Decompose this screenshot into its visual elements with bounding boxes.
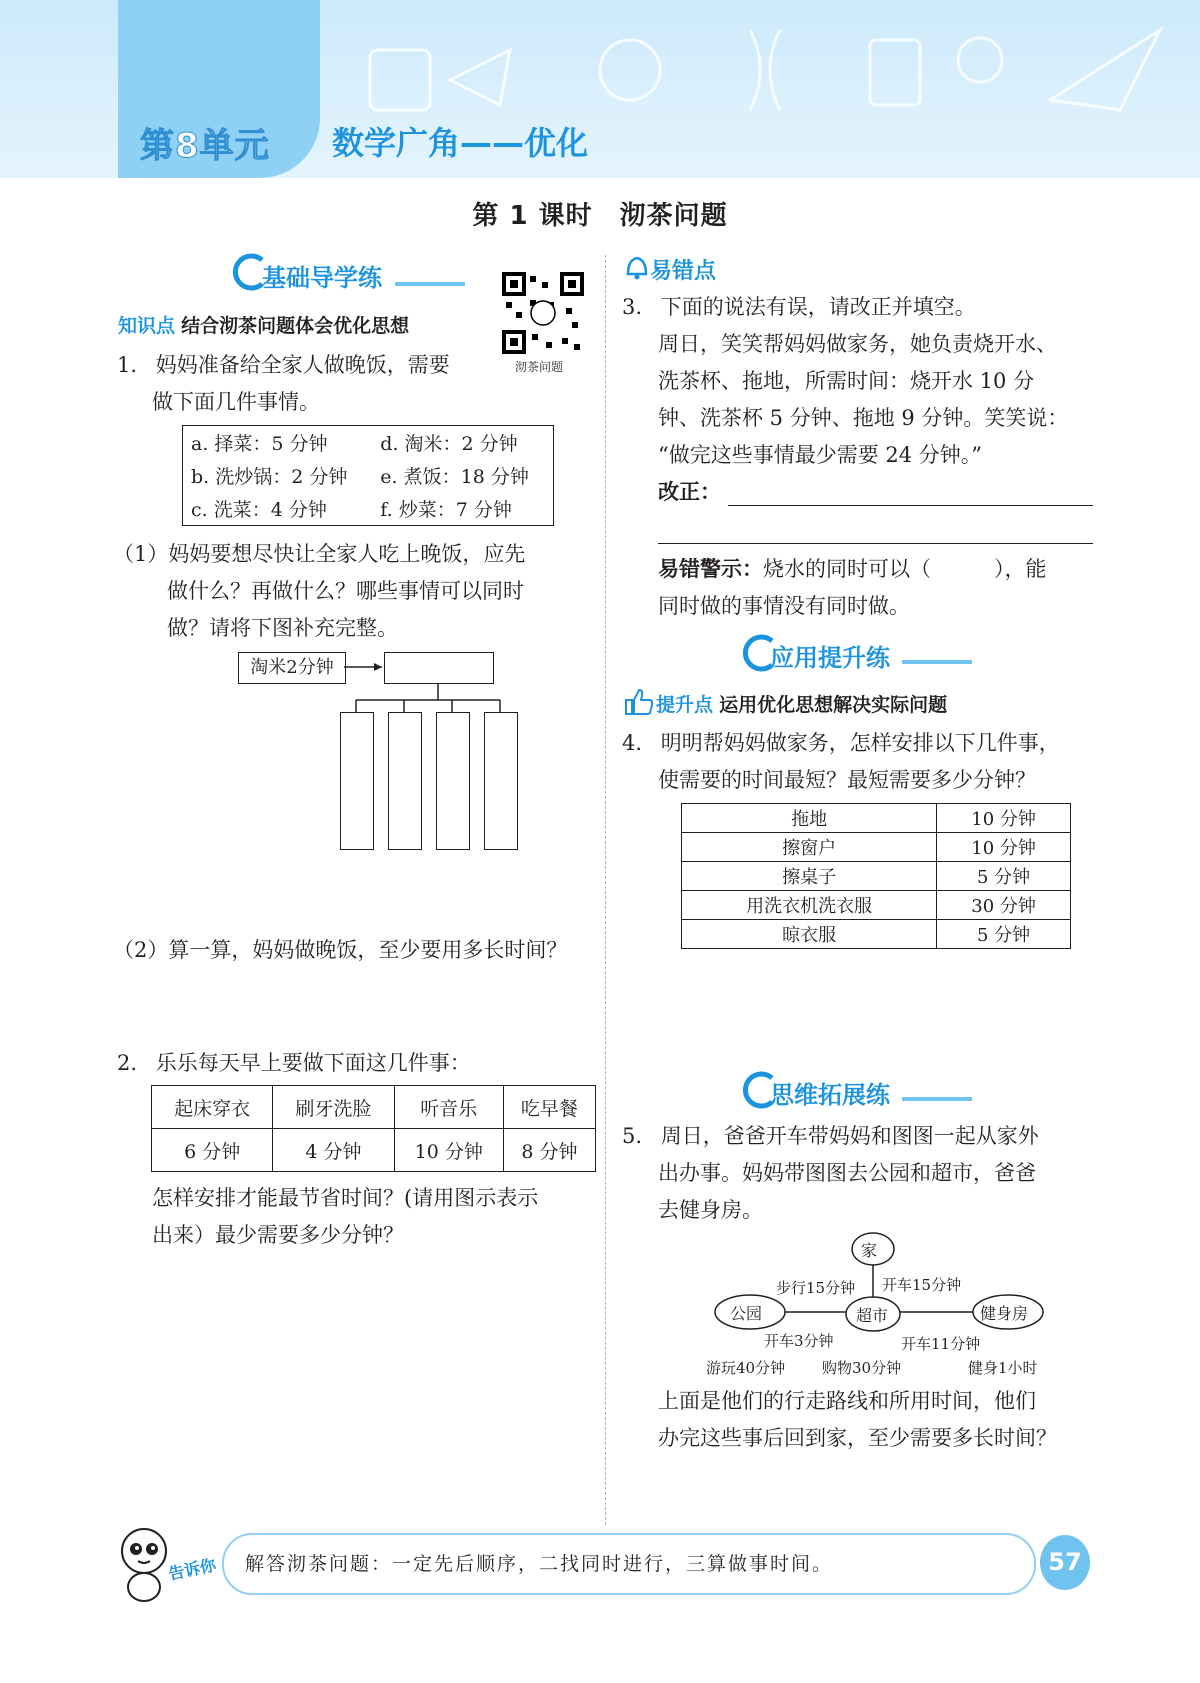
table-cell: 5 分钟	[937, 862, 1071, 891]
q4-line2: 使需要的时间最短？最短需要多少分钟？	[658, 768, 1036, 792]
table-cell: e. 煮饭：18 分钟	[380, 466, 529, 488]
map-label-workout: 健身1小时	[968, 1359, 1038, 1377]
section-underline	[902, 1097, 972, 1101]
q5-line3: 去健身房。	[658, 1198, 763, 1222]
q1-sub1-text: 妈妈要想尽快让全家人吃上晚饭，应先	[168, 542, 526, 566]
flow-blank-column-3[interactable]	[436, 712, 470, 850]
table-cell: 擦窗户	[682, 833, 937, 862]
q3-fix-label: 改正：	[658, 480, 721, 504]
q3-text: 下面的说法有误，请改正并填空。	[660, 295, 976, 319]
table-cell: 用洗衣机洗衣服	[682, 891, 937, 920]
qr-caption: 沏茶问题	[515, 360, 564, 374]
q3-line3: 洗茶杯、拖地，所需时间：烧开水 10 分	[658, 369, 1035, 393]
q5-ask-line2: 办完这些事后回到家，至少需要多长时间？	[658, 1426, 1057, 1450]
q2-ask-line2: 出来）最少需要多少分钟？	[152, 1223, 404, 1247]
table-row	[152, 1129, 596, 1172]
map-label-drive11: 开车11分钟	[901, 1335, 981, 1353]
q5-number: 5.	[622, 1124, 643, 1148]
q3-warning	[658, 551, 1047, 588]
q1-sub1-line2: 做什么？再做什么？哪些事情可以同时	[167, 579, 524, 603]
raise-point	[656, 690, 947, 717]
map-label-drive15: 开车15分钟	[882, 1276, 962, 1294]
page-number: 57	[1040, 1535, 1090, 1590]
map-label-shop: 购物30分钟	[822, 1359, 902, 1377]
q4-line1	[622, 725, 1060, 762]
q2-table	[151, 1085, 596, 1172]
q3-number: 3.	[622, 295, 643, 319]
map-node-market: 超市	[856, 1306, 889, 1325]
flow-blank-column-2[interactable]	[388, 712, 422, 850]
table-cell: 30 分钟	[937, 891, 1071, 920]
table-header: 起床穿衣	[152, 1086, 273, 1129]
section-head-apply: 应用提升练	[770, 644, 890, 672]
q1-sub1-line1	[113, 536, 525, 573]
lesson-title: 第 1 课时 沏茶问题	[472, 201, 728, 231]
column-divider	[605, 255, 606, 1525]
q1-sub1-number: （1）	[113, 542, 169, 566]
q4-table	[681, 803, 1071, 949]
q2-text: 乐乐每天早上要做下面这几件事：	[155, 1051, 471, 1075]
map-label-drive3: 开车3分钟	[764, 1332, 834, 1350]
knowledge-text: 结合沏茶问题体会优化思想	[181, 315, 410, 337]
q1-task-table	[182, 425, 554, 526]
table-cell: 晾衣服	[682, 920, 937, 949]
q3-line4: 钟、洗茶杯 5 分钟、拖地 9 分钟。笑笑说：	[658, 406, 1069, 430]
table-row	[682, 833, 1071, 862]
tell-you-label: 告诉你	[166, 1555, 218, 1584]
flow-blank-column-4[interactable]	[484, 712, 518, 850]
section-head-basic: 基础导学练	[262, 264, 382, 292]
q3-line2: 周日，笑笑帮妈妈做家务，她负责烧开水、	[658, 332, 1057, 356]
map-node-home: 家	[861, 1241, 878, 1260]
q1-line1	[117, 347, 450, 384]
table-cell: f. 炒菜：7 分钟	[380, 499, 512, 521]
q4-number: 4.	[622, 731, 643, 755]
q1-line2: 做下面几件事情。	[152, 390, 320, 414]
q1-sub1-line3: 做？请将下图补充完整。	[167, 616, 398, 640]
raise-tag: 提升点	[656, 694, 714, 716]
table-cell: 8 分钟	[503, 1129, 595, 1172]
table-row	[682, 804, 1071, 833]
unit-label: 第8单元	[140, 126, 270, 166]
table-header: 听音乐	[394, 1086, 503, 1129]
q1-text: 妈妈准备给全家人做晚饭，需要	[155, 353, 450, 377]
table-cell: 擦桌子	[682, 862, 937, 891]
table-row	[152, 1086, 596, 1129]
knowledge-tag: 知识点	[118, 315, 176, 337]
section-head-error: 易错点	[650, 259, 717, 284]
raise-text: 运用优化思想解决实际问题	[719, 694, 948, 716]
q2-ask-line1: 怎样安排才能最节省时间？(请用图示表示	[152, 1186, 539, 1210]
map-label-play: 游玩40分钟	[706, 1359, 786, 1377]
q3-warning-line2: 同时做的事情没有同时做。	[658, 594, 910, 618]
table-header: 吃早餐	[503, 1086, 595, 1129]
table-cell: c. 洗菜：4 分钟	[191, 499, 327, 521]
tip-text: 解答沏茶问题：一定先后顺序，二找同时进行，三算做事时间。	[245, 1553, 834, 1575]
table-row	[183, 426, 554, 460]
table-row	[682, 891, 1071, 920]
section-underline	[395, 282, 465, 286]
unit-title: 数学广角——优化	[332, 124, 589, 162]
q3-line5: “做完这些事情最少需要 24 分钟。”	[658, 443, 983, 467]
q2-line1	[117, 1045, 471, 1082]
decorative-doodles	[330, 10, 1190, 120]
flow-blank-column-1[interactable]	[340, 712, 374, 850]
table-cell: 5 分钟	[937, 920, 1071, 949]
table-cell: 4 分钟	[273, 1129, 394, 1172]
table-row	[183, 459, 554, 492]
q1-sub2	[113, 932, 567, 969]
q5-line2: 出办事。妈妈带图图去公园和超市，爸爸	[658, 1161, 1036, 1185]
bell-icon	[622, 252, 652, 282]
flow-start-box: 淘米2分钟	[238, 652, 346, 684]
q5-line1	[622, 1118, 1039, 1155]
table-row	[682, 920, 1071, 949]
map-node-park: 公园	[730, 1304, 763, 1323]
table-row	[682, 862, 1071, 891]
table-cell: 10 分钟	[394, 1129, 503, 1172]
q3-warning-label: 易错警示：	[658, 557, 763, 581]
q3-fix-line-1[interactable]	[728, 505, 1093, 506]
section-underline	[902, 660, 972, 664]
q3-line1	[622, 289, 976, 326]
table-cell: a. 择菜：5 分钟	[191, 433, 328, 455]
q1-number: 1.	[117, 353, 138, 377]
table-cell: 10 分钟	[937, 833, 1071, 862]
q4-text: 明明帮妈妈做家务，怎样安排以下几件事，	[660, 731, 1060, 755]
flow-connectors	[340, 640, 510, 720]
table-cell: 10 分钟	[937, 804, 1071, 833]
table-row	[183, 492, 554, 526]
q2-number: 2.	[117, 1051, 138, 1075]
q1-sub2-number: （2）	[113, 938, 169, 962]
map-node-gym: 健身房	[980, 1304, 1029, 1323]
q5-text: 周日，爸爸开车带妈妈和图图一起从家外	[660, 1124, 1039, 1148]
map-label-walk: 步行15分钟	[776, 1279, 856, 1297]
table-cell: 拖地	[682, 804, 937, 833]
qr-code-icon	[502, 272, 584, 354]
q5-ask-line1: 上面是他们的行走路线和所用时间，他们	[658, 1389, 1036, 1413]
table-cell: b. 洗炒锅：2 分钟	[191, 466, 348, 488]
thumbs-up-icon	[622, 686, 656, 716]
table-cell: d. 淘米：2 分钟	[380, 433, 518, 455]
q3-fix-line-2[interactable]	[658, 543, 1093, 544]
knowledge-point	[118, 311, 409, 338]
table-cell: 6 分钟	[152, 1129, 273, 1172]
table-header: 刷牙洗脸	[273, 1086, 394, 1129]
q1-sub2-text: 算一算，妈妈做晚饭，至少要用多长时间？	[168, 938, 568, 962]
section-head-extend: 思维拓展练	[770, 1081, 890, 1109]
q3-warning-text: 烧水的同时可以（ ），能	[763, 557, 1047, 581]
